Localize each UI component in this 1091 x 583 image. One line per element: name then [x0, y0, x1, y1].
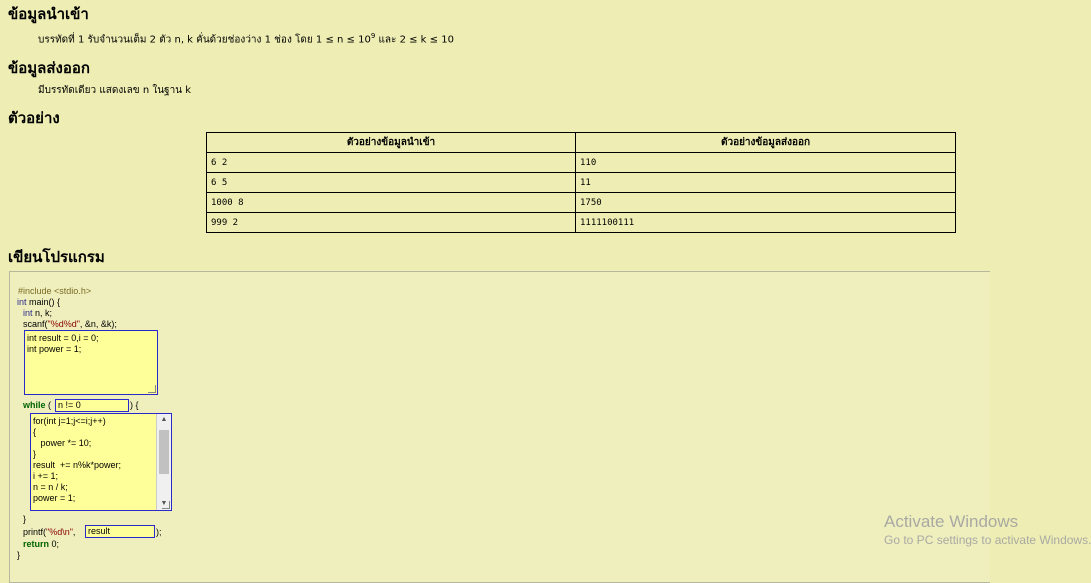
code-line-printf-close: ); — [156, 527, 162, 537]
return-keyword: return — [23, 539, 50, 549]
input-heading: ข้อมูลนำเข้า — [8, 5, 89, 23]
sample-input-cell: 6 2 — [207, 153, 576, 173]
scroll-thumb[interactable] — [159, 430, 169, 474]
sample-input-cell: 6 5 — [207, 173, 576, 193]
printf-argument-input[interactable] — [85, 525, 155, 538]
input-description-text: บรรทัดที่ 1 รับจำนวนเต็ม 2 ตัว n, k คั่นด้วยช่องว่าง 1 ช่อง โดย 1 ≤ n ≤ 10 — [38, 34, 371, 46]
code-blank-init-text: int result = 0,i = 0; int power = 1; — [27, 333, 99, 354]
while-close-brace: ) { — [130, 400, 139, 410]
scanf-call: scanf( — [23, 319, 48, 329]
scroll-down-arrow-icon[interactable]: ▼ — [160, 500, 168, 507]
code-line-while — [23, 400, 51, 411]
watermark-subtitle: Go to PC settings to activate Windows. — [884, 533, 1091, 547]
scanf-format: "%d%d" — [47, 319, 80, 329]
while-condition-input[interactable] — [55, 399, 129, 412]
table-row — [207, 153, 956, 173]
main-type: int — [17, 297, 27, 307]
sample-table — [206, 132, 956, 233]
code-line-close-main: } — [17, 550, 21, 560]
exponent: 9 — [370, 32, 376, 40]
sample-input-cell: 1000 8 — [207, 193, 576, 213]
input-description — [38, 32, 454, 47]
while-open-paren: ( — [45, 400, 52, 410]
printf-argument-text: result — [88, 526, 111, 536]
sample-input-cell: 999 2 — [207, 213, 576, 233]
code-line-printf — [23, 527, 75, 538]
output-heading: ข้อมูลส่งออก — [8, 59, 90, 77]
input-description-tail: และ 2 ≤ k ≤ 10 — [375, 34, 454, 46]
resize-grip-icon[interactable] — [162, 501, 170, 509]
example-heading: ตัวอย่าง — [8, 109, 60, 127]
code-line-include — [18, 286, 91, 297]
code-blank-loop-textarea[interactable] — [30, 413, 172, 511]
sample-output-cell: 110 — [576, 153, 956, 173]
code-blank-init-textarea[interactable] — [24, 330, 158, 395]
table-row — [207, 173, 956, 193]
while-keyword: while — [23, 400, 46, 410]
table-row — [207, 213, 956, 233]
decl-vars: n, k; — [32, 308, 53, 318]
main-signature: main() { — [26, 297, 61, 307]
include-keyword: #include — [18, 286, 52, 296]
return-value: 0; — [49, 539, 60, 549]
code-line-while-close — [130, 400, 139, 411]
code-line-scanf — [23, 319, 117, 330]
sample-output-cell: 1111100111 — [576, 213, 956, 233]
column-header-output: ตัวอย่างข้อมูลส่งออก — [576, 133, 956, 153]
decl-type: int — [23, 308, 33, 318]
scanf-args: , &n, &k); — [79, 319, 117, 329]
table-row — [207, 193, 956, 213]
code-blank-loop-text: for(int j=1;j<=i;j++) { power *= 10; } result += n%k*power; i += 1; n = n / k; power = 1; — [33, 416, 122, 503]
watermark-title: Activate Windows — [884, 512, 1019, 531]
program-heading: เขียนโปรแกรม — [8, 248, 105, 266]
resize-grip-icon[interactable] — [148, 385, 156, 393]
activation-watermark — [884, 512, 1091, 547]
sample-table-header — [207, 133, 956, 153]
code-line-close-while: } — [23, 514, 27, 524]
while-condition-text: n != 0 — [58, 400, 81, 410]
sample-output-cell: 1750 — [576, 193, 956, 213]
column-header-input: ตัวอย่างข้อมูลนำเข้า — [207, 133, 576, 153]
printf-comma: , — [72, 527, 76, 537]
code-editor-panel — [9, 271, 990, 583]
include-file: <stdio.h> — [54, 286, 92, 296]
sample-output-cell: 11 — [576, 173, 956, 193]
scroll-up-arrow-icon[interactable]: ▲ — [160, 416, 168, 423]
code-line-return — [23, 539, 59, 550]
printf-call: printf( — [23, 527, 47, 537]
textarea-scrollbar[interactable] — [156, 414, 171, 510]
code-line-main — [17, 297, 60, 308]
printf-format: "%d\n" — [46, 527, 73, 537]
code-line-decl — [23, 308, 52, 319]
output-description: มีบรรทัดเดียว แสดงเลข n ในฐาน k — [38, 85, 191, 96]
